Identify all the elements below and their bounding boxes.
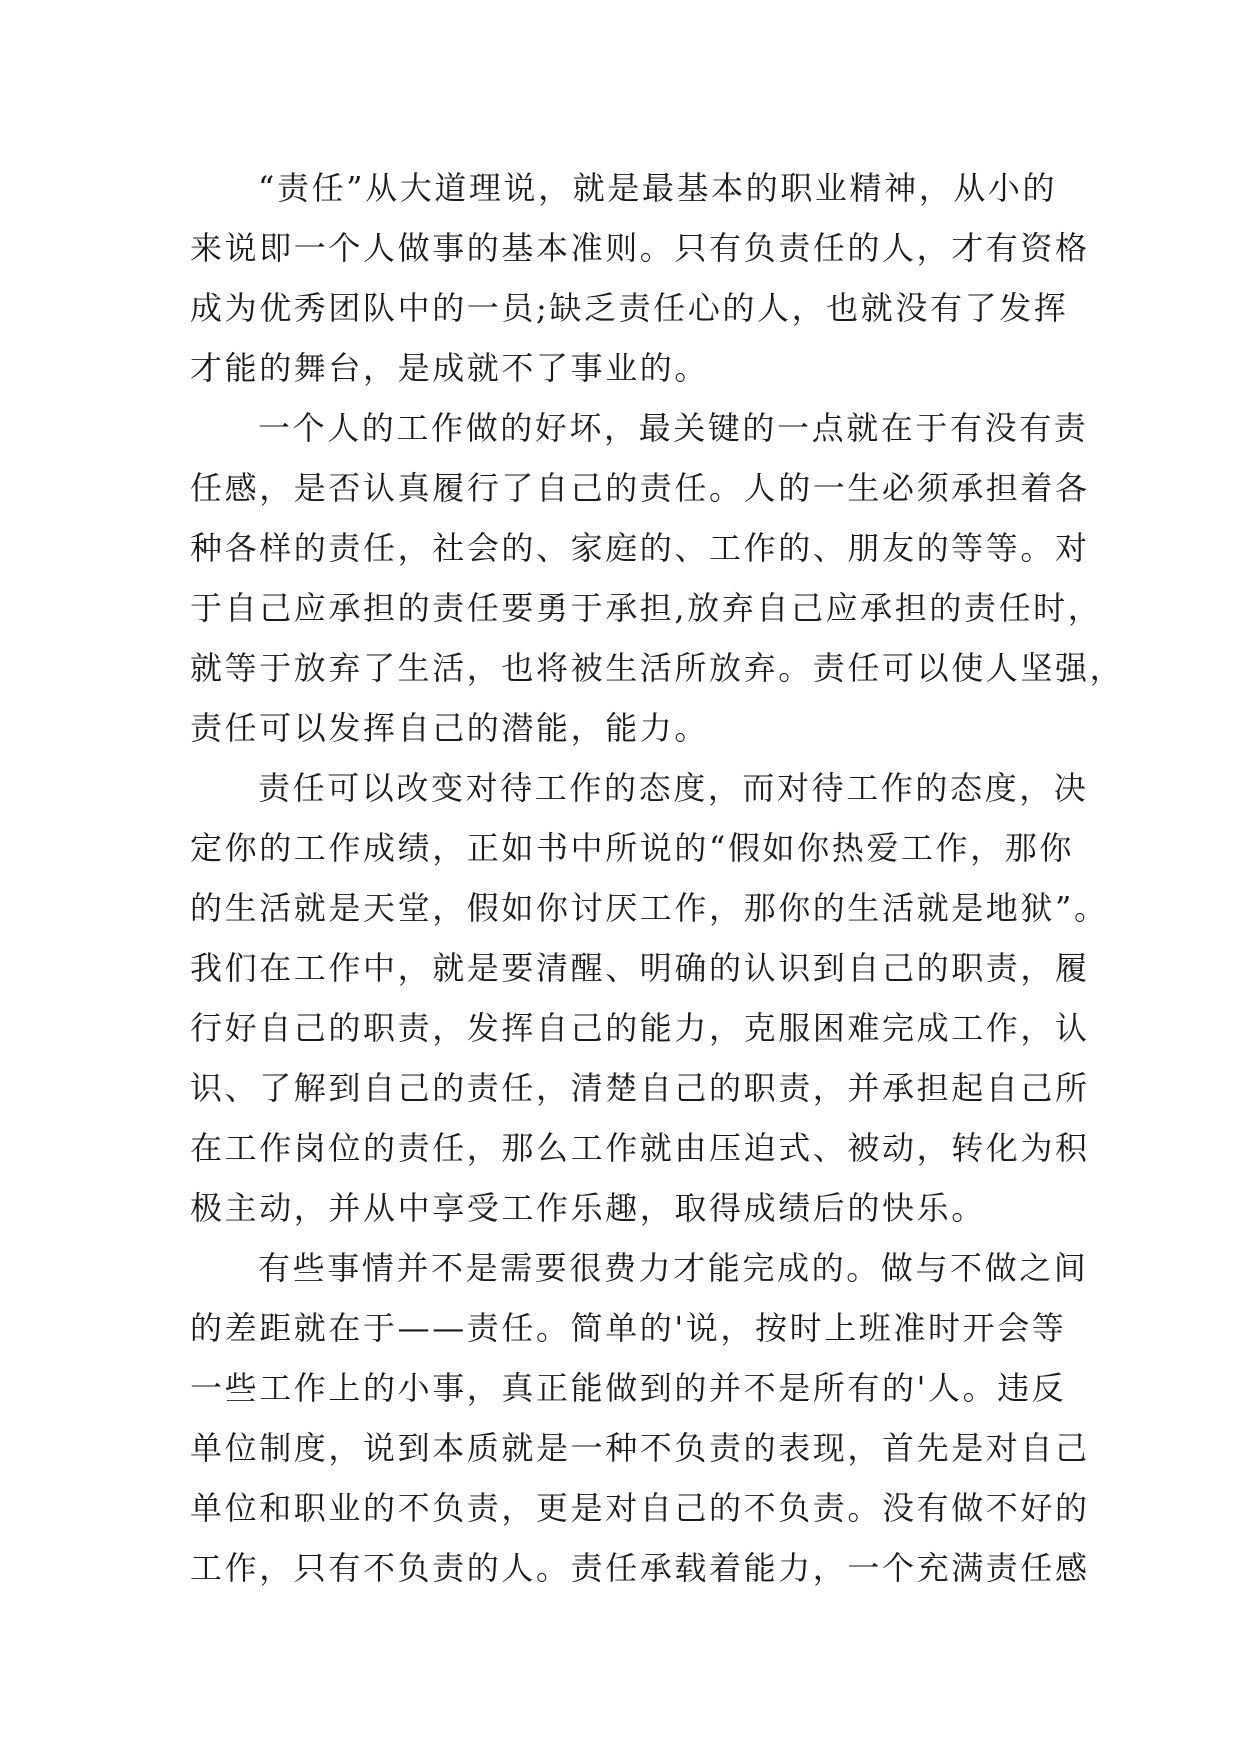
text-line: 种各样的责任，社会的、家庭的、工作的、朋友的等等。对 [190, 529, 1090, 567]
text-line: 任感，是否认真履行了自己的责任。人的一生必须承担着各 [190, 469, 1090, 507]
text-line: 来说即一个人做事的基本准则。只有负责任的人，才有资格 [190, 229, 1090, 267]
paragraph-4 [190, 1238, 1090, 1598]
paragraph-3 [190, 758, 1109, 1238]
text-line: 单位和职业的不负责，更是对自己的不负责。没有做不好的 [190, 1489, 1090, 1527]
text-line: “责任”从大道理说，就是最基本的职业精神，从小的 [258, 169, 1058, 207]
text-line: 有些事情并不是需要很费力才能完成的。做与不做之间 [258, 1249, 1089, 1287]
text-line: 的生活就是天堂，假如你讨厌工作，那你的生活就是地狱”。 [190, 889, 1109, 927]
text-line: 我们在工作中，就是要清醒、明确的认识到自己的职责，履 [190, 949, 1090, 987]
text-line: 责任可以改变对待工作的态度，而对待工作的态度，决 [258, 769, 1089, 807]
text-line: 在工作岗位的责任，那么工作就由压迫式、被动，转化为积 [190, 1129, 1090, 1167]
paragraph-2 [190, 398, 1125, 758]
text-line: 识、了解到自己的责任，清楚自己的职责，并承担起自己所 [190, 1069, 1090, 1107]
text-line: 工作，只有不负责的人。责任承载着能力，一个充满责任感 [190, 1549, 1090, 1587]
text-line: 行好自己的职责，发挥自己的能力，克服困难完成工作，认 [190, 1009, 1090, 1047]
text-line: 一个人的工作做的好坏，最关键的一点就在于有没有责 [258, 409, 1089, 447]
text-line: 的差距就在于——责任。简单的'说，按时上班准时开会等 [190, 1309, 1067, 1347]
text-line: 定你的工作成绩，正如书中所说的“假如你热爱工作，那你 [190, 829, 1074, 867]
text-line: 就等于放弃了生活，也将被生活所放弃。责任可以使人坚强， [190, 649, 1125, 687]
paragraph-1 [190, 158, 1090, 398]
text-line: 于自己应承担的责任要勇于承担,放弃自己应承担的责任时， [190, 589, 1103, 627]
text-line: 极主动，并从中享受工作乐趣，取得成绩后的快乐。 [190, 1189, 986, 1227]
text-line: 才能的舞台，是成就不了事业的。 [190, 349, 710, 387]
text-line: 成为优秀团队中的一员;缺乏责任心的人，也就没有了发挥 [190, 289, 1069, 327]
document-body [190, 158, 1125, 1598]
text-line: 责任可以发挥自己的潜能，能力。 [190, 709, 710, 747]
text-line: 单位制度，说到本质就是一种不负责的表现，首先是对自己 [190, 1429, 1090, 1467]
text-line: 一些工作上的小事，真正能做到的并不是所有的'人。违反 [190, 1369, 1067, 1407]
